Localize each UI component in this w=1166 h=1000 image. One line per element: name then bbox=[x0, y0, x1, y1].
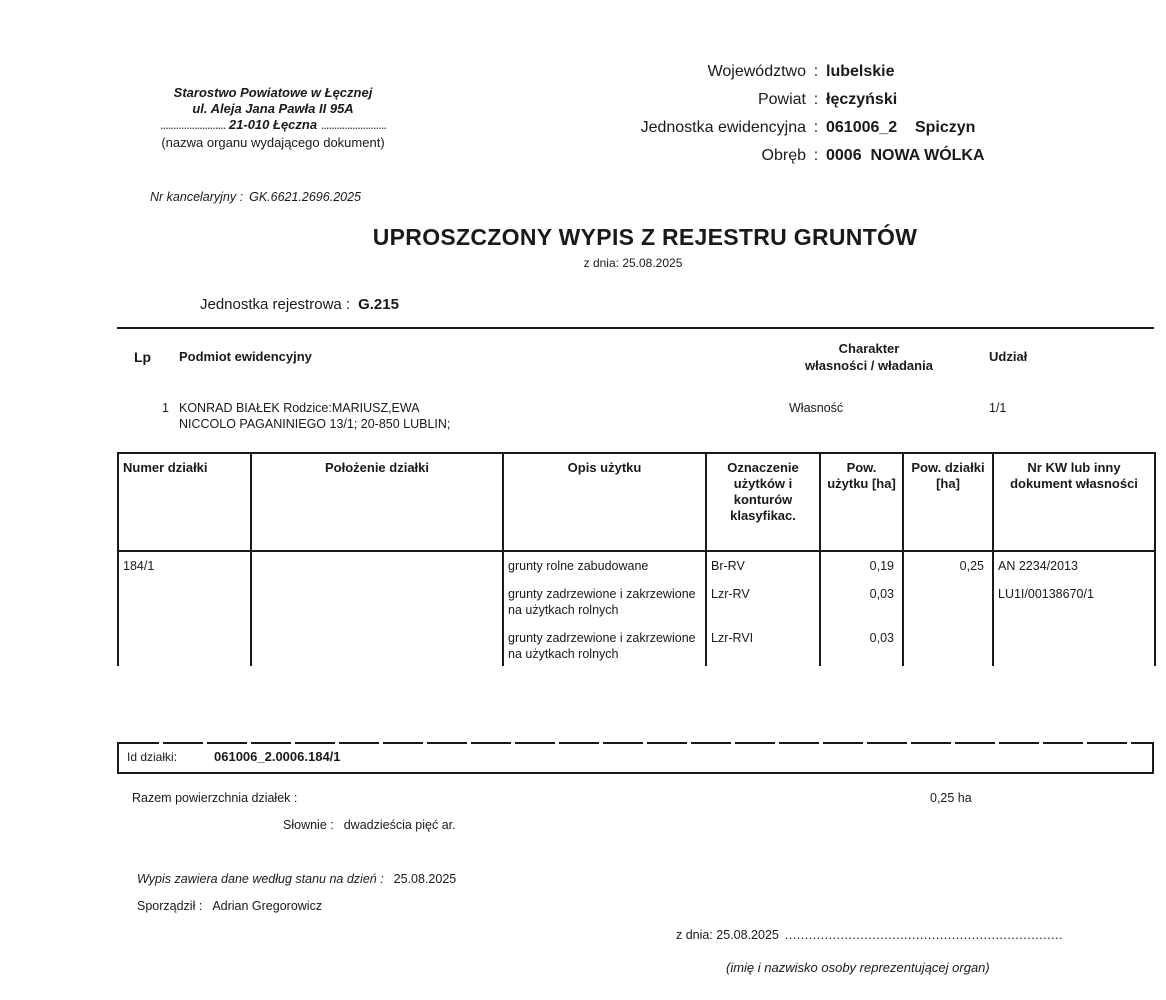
owners-header-lp: Lp bbox=[134, 349, 152, 365]
table-row bbox=[118, 574, 1155, 618]
location-value: 0006 NOWA WÓLKA bbox=[826, 147, 985, 164]
col-header-kw: Nr KW lub inny dokument własności bbox=[993, 453, 1155, 551]
registry-number-label: Nr kancelaryjny : bbox=[150, 190, 244, 204]
table-row bbox=[118, 618, 1155, 666]
location-value: 061006_2 Spiczyn bbox=[826, 119, 976, 136]
signature-caption: (imię i nazwisko osoby reprezentującej organ) bbox=[726, 960, 990, 975]
col-header-parcel-area: Pow. działki [ha] bbox=[903, 453, 993, 551]
cell-location bbox=[251, 574, 503, 618]
cell-parcel-area bbox=[903, 574, 993, 618]
parcel-id-value: 061006_2.0006.184/1 bbox=[214, 749, 341, 764]
cell-parcel-area bbox=[903, 618, 993, 666]
data-state-label: Wypis zawiera dane według stanu na dzień : bbox=[137, 872, 384, 886]
location-row-county bbox=[560, 86, 985, 114]
location-value: łęczyński bbox=[826, 91, 898, 108]
parcel-id-label: Id działki: bbox=[127, 750, 178, 764]
signature-line bbox=[676, 928, 1063, 942]
location-label: Powiat bbox=[757, 91, 806, 108]
parcel-id-row bbox=[117, 742, 1154, 774]
office-caption: (nazwa organu wydającego dokument) bbox=[161, 135, 385, 150]
cell-use: grunty zadrzewione i zakrzewione na użytkach rolnych bbox=[503, 618, 706, 666]
cell-designation: Lzr-RV bbox=[706, 574, 820, 618]
office-name: Starostwo Powiatowe w Łęcznej bbox=[173, 85, 373, 100]
owners-header-share: Udział bbox=[989, 349, 1028, 364]
location-separator: : bbox=[813, 91, 819, 108]
location-block bbox=[560, 58, 985, 170]
office-postal: ......................... 21-010 Łęczna ......................... bbox=[159, 117, 386, 132]
location-value: lubelskie bbox=[826, 63, 895, 80]
total-area-value: 0,25 ha bbox=[930, 791, 972, 805]
registry-number bbox=[150, 190, 361, 204]
signature-dots: ...................................................................... bbox=[784, 928, 1063, 942]
location-separator: : bbox=[813, 63, 819, 80]
cell-use-area: 0,03 bbox=[820, 574, 903, 618]
col-header-number: Numer działki bbox=[118, 453, 251, 551]
total-in-words-label: Słownie : bbox=[283, 818, 334, 832]
location-row-voivodeship bbox=[560, 58, 985, 86]
owner-address: NICCOLO PAGANINIEGO 13/1; 20-850 LUBLIN; bbox=[179, 417, 451, 431]
data-state bbox=[137, 872, 456, 886]
location-separator: : bbox=[813, 119, 819, 136]
owner-lp: 1 bbox=[162, 401, 169, 415]
owner-share: 1/1 bbox=[989, 401, 1007, 415]
parcels-table bbox=[117, 452, 1156, 666]
location-label: Województwo bbox=[707, 63, 806, 80]
issuing-office bbox=[118, 85, 428, 151]
owner-name: KONRAD BIAŁEK Rodzice:MARIUSZ,EWA bbox=[179, 401, 420, 415]
col-header-use: Opis użytku bbox=[503, 453, 706, 551]
col-header-use-area: Pow. użytku [ha] bbox=[820, 453, 903, 551]
cell-location bbox=[251, 618, 503, 666]
signature-date: z dnia: 25.08.2025 bbox=[676, 928, 779, 942]
document-title: UPROSZCZONY WYPIS Z REJESTRU GRUNTÓW bbox=[372, 224, 918, 250]
document-date: z dnia: 25.08.2025 bbox=[583, 256, 683, 270]
col-header-location: Położenie działki bbox=[251, 453, 503, 551]
cell-designation: Lzr-RVI bbox=[706, 618, 820, 666]
cell-use-area: 0,19 bbox=[820, 551, 903, 574]
office-address: ul. Aleja Jana Pawła II 95A bbox=[192, 101, 354, 116]
prepared-by-label: Sporządził : bbox=[137, 899, 203, 913]
cell-designation: Br-RV bbox=[706, 551, 820, 574]
data-state-value: 25.08.2025 bbox=[393, 872, 457, 886]
cell-location bbox=[251, 551, 503, 574]
cell-parcel-area: 0,25 bbox=[903, 551, 993, 574]
dashed-divider bbox=[119, 742, 1152, 744]
cell-number: 184/1 bbox=[118, 551, 251, 574]
location-separator: : bbox=[813, 147, 819, 164]
registration-unit-label: Jednostka rejestrowa : bbox=[200, 296, 351, 313]
registry-number-value: GK.6621.2696.2025 bbox=[249, 190, 361, 204]
col-header-designation: Oznaczenie użytków i konturów klasyfikac. bbox=[706, 453, 820, 551]
cell-use: grunty rolne zabudowane bbox=[503, 551, 706, 574]
prepared-by-value: Adrian Gregorowicz bbox=[212, 899, 323, 913]
cell-kw: AN 2234/2013 bbox=[993, 551, 1155, 574]
cell-use-area: 0,03 bbox=[820, 618, 903, 666]
divider bbox=[117, 327, 1154, 329]
table-header-row bbox=[118, 453, 1155, 551]
location-label: Jednostka ewidencyjna bbox=[640, 119, 806, 136]
total-area-label: Razem powierzchnia działek : bbox=[132, 791, 298, 805]
total-in-words bbox=[283, 818, 456, 832]
location-label: Obręb bbox=[761, 147, 806, 164]
location-row-unit bbox=[560, 114, 985, 142]
cell-kw: LU1I/00138670/1 bbox=[993, 574, 1155, 618]
location-row-precinct bbox=[560, 142, 985, 170]
owner-character: Własność bbox=[789, 401, 844, 415]
cell-number bbox=[118, 574, 251, 618]
registration-unit bbox=[200, 296, 399, 313]
owners-header-subject: Podmiot ewidencyjny bbox=[179, 349, 312, 364]
prepared-by bbox=[137, 899, 322, 913]
table-row bbox=[118, 551, 1155, 574]
cell-use: grunty zadrzewione i zakrzewione na użytkach rolnych bbox=[503, 574, 706, 618]
total-in-words-value: dwadzieścia pięć ar. bbox=[343, 818, 456, 832]
cell-number bbox=[118, 618, 251, 666]
cell-kw bbox=[993, 618, 1155, 666]
registration-unit-value: G.215 bbox=[358, 296, 399, 313]
owners-header-character: Charakter własności / władania bbox=[805, 341, 933, 373]
